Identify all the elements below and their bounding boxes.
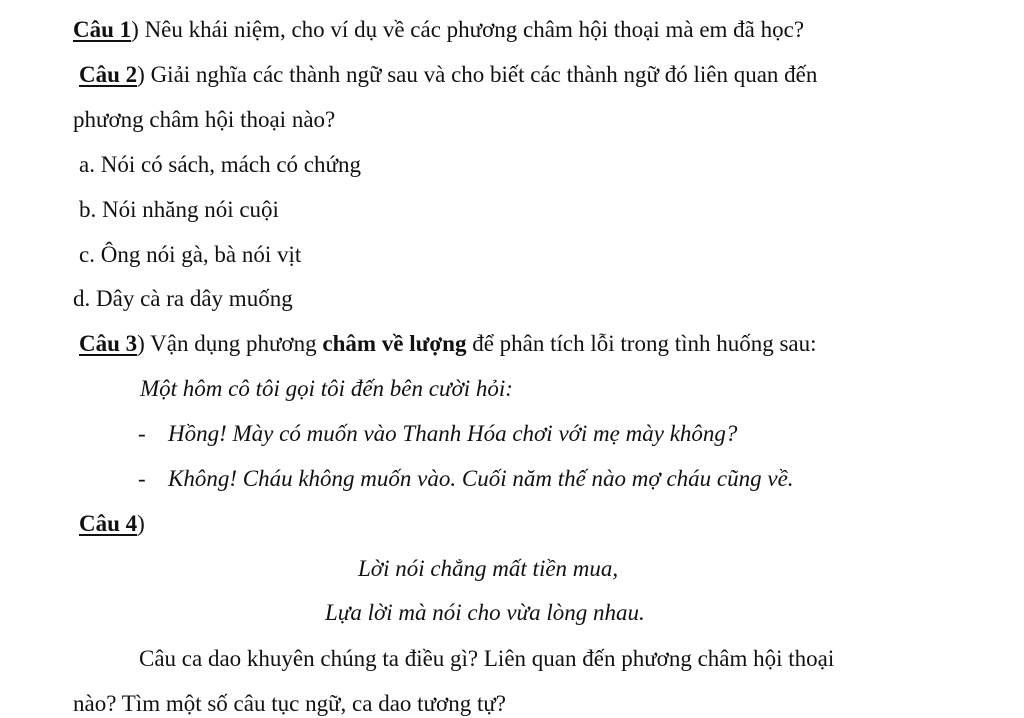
question-3-text-after: để phân tích lỗi trong tình huống sau: (466, 331, 817, 356)
question-3-label: Câu 3 (79, 331, 138, 356)
question-2-text-line-1: ) Giải nghĩa các thành ngữ sau và cho biết các thành ngữ đó liên quan đến (137, 62, 818, 87)
story-intro: Một hôm cô tôi gọi tôi đến bên cười hỏi: (140, 376, 513, 401)
question-1-text: ) Nêu khái niệm, cho ví dụ về các phương châm hội thoại mà em đã học? (131, 17, 805, 42)
dialogue-text-1: Hồng! Mày có muốn vào Thanh Hóa chơi với mẹ mày không? (168, 421, 738, 446)
question-2-line-2: phương châm hội thoại nào? (73, 107, 336, 132)
poem-line-1: Lời nói chẳng mất tiền mua, (358, 556, 619, 581)
list-item-d: d. Dây cà ra dây muống (73, 286, 293, 311)
poem-line-2: Lựa lời mà nói cho vừa lòng nhau. (325, 600, 645, 625)
dialogue-dash-1: - (138, 421, 146, 446)
list-item-b: b. Nói nhăng nói cuội (79, 197, 279, 222)
question-4-text-line-1: Câu ca dao khuyên chúng ta điều gì? Liên quan đến phương châm hội thoại (139, 646, 835, 671)
question-2-label: Câu 2 (79, 62, 138, 87)
list-item-c: c. Ông nói gà, bà nói vịt (79, 242, 302, 267)
question-4-text-line-2: nào? Tìm một số câu tục ngữ, ca dao tương tự? (73, 691, 507, 716)
question-4 (73, 510, 145, 538)
dialogue-line-1 (138, 420, 737, 448)
dialogue-dash-2: - (138, 466, 146, 491)
question-1 (73, 16, 804, 44)
question-1-label: Câu 1 (73, 17, 132, 42)
question-3-text-bold: châm về lượng (322, 331, 467, 356)
dialogue-text-2: Không! Cháu không muốn vào. Cuối năm thế nào mợ cháu cũng về. (168, 466, 794, 491)
question-4-label: Câu 4 (79, 511, 138, 536)
dialogue-line-2 (138, 465, 794, 493)
question-3 (73, 330, 817, 358)
question-4-label-suffix: ) (137, 511, 145, 536)
question-3-text-before: ) Vận dụng phương (137, 331, 323, 356)
question-2-line-1 (73, 61, 817, 89)
list-item-a: a. Nói có sách, mách có chứng (79, 152, 361, 177)
